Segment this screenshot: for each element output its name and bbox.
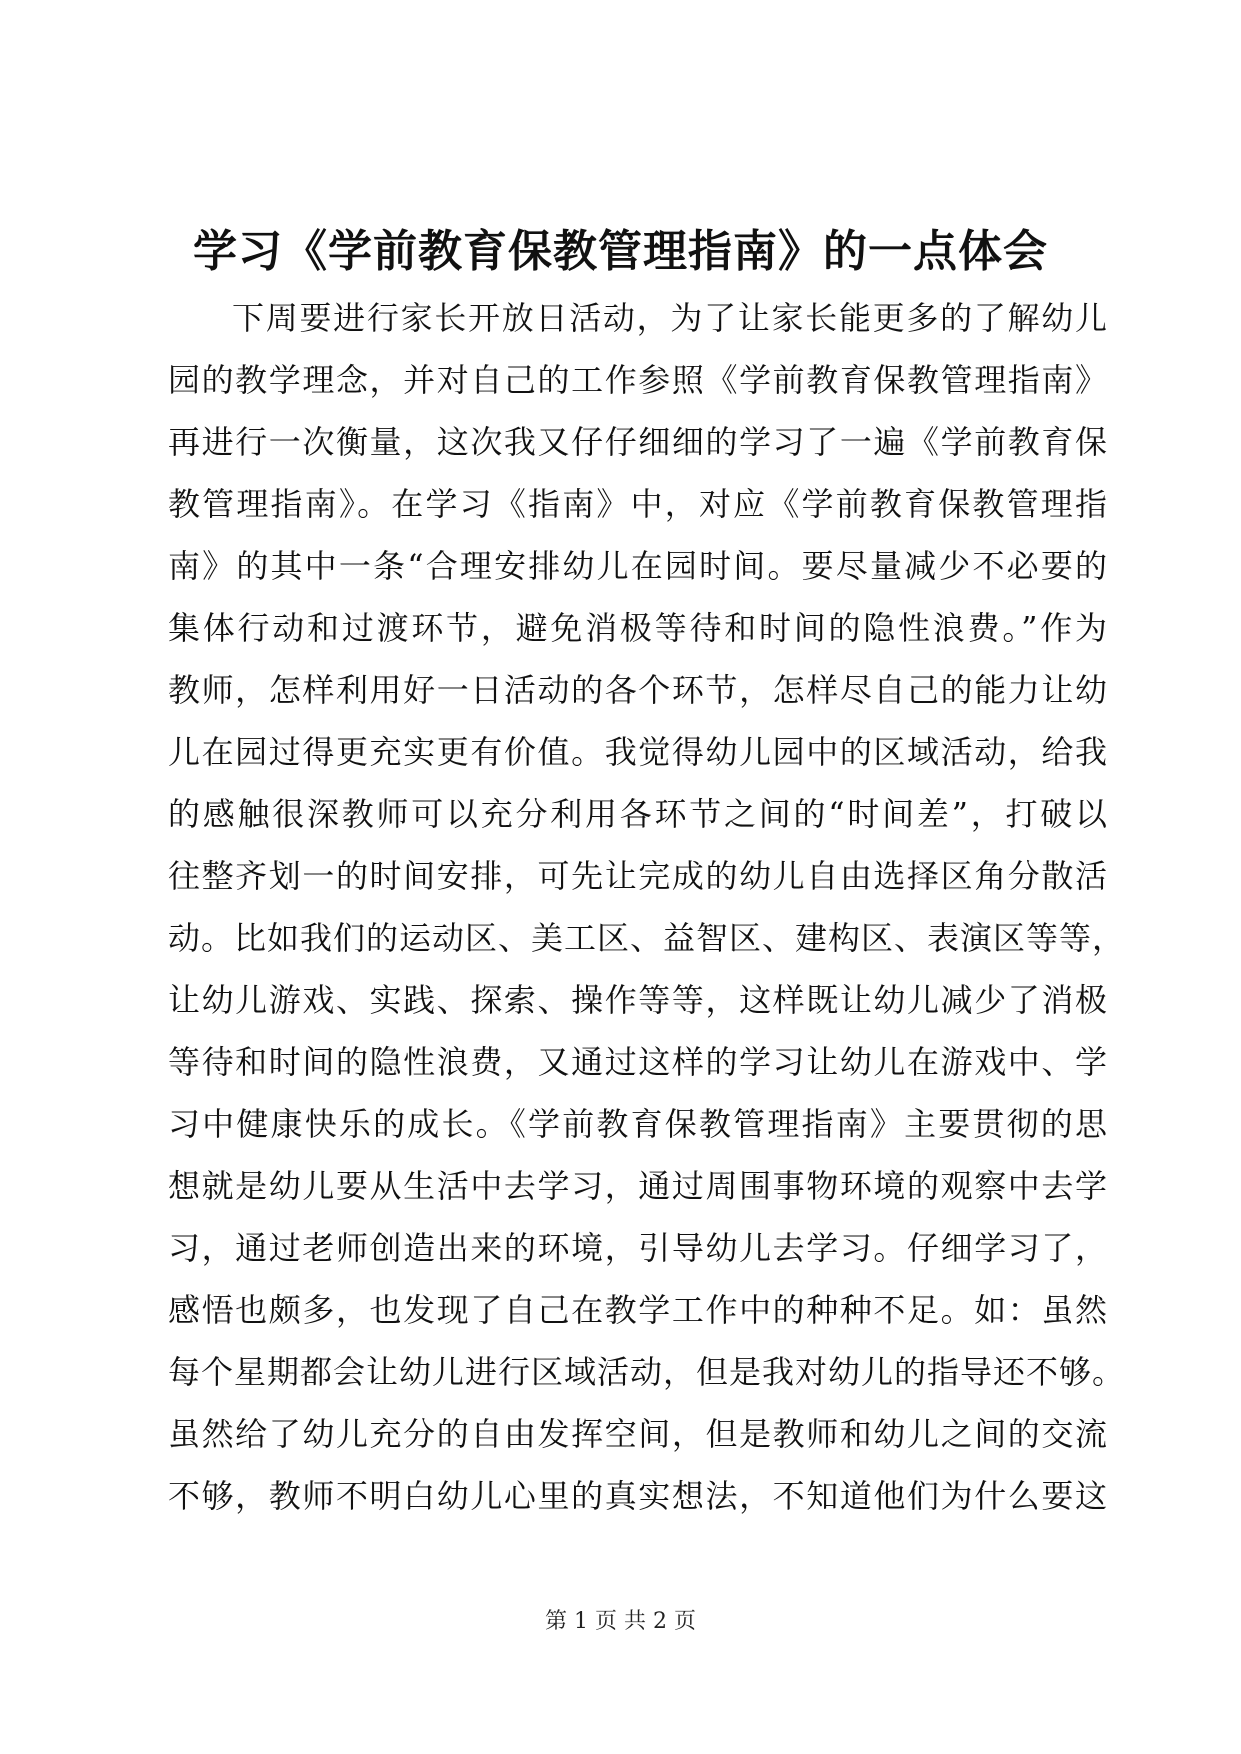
- body-line: 南》的其中一条“合理安排幼儿在园时间。要尽量减少不必要的: [168, 547, 1108, 585]
- page-number-footer: 第 1 页 共 2 页: [545, 1609, 696, 1634]
- body-line: 动。比如我们的运动区、美工区、益智区、建构区、表演区等等，: [168, 919, 1126, 957]
- body-line: 的感触很深教师可以充分利用各环节之间的“时间差”，打破以: [168, 795, 1108, 833]
- body-line: 集体行动和过渡环节，避免消极等待和时间的隐性浪费。”作为: [168, 609, 1108, 647]
- body-line: 等待和时间的隐性浪费，又通过这样的学习让幼儿在游戏中、学: [168, 1043, 1108, 1081]
- body-line: 不够，教师不明白幼儿心里的真实想法，不知道他们为什么要这: [168, 1477, 1108, 1515]
- body-line: 习，通过老师创造出来的环境，引导幼儿去学习。仔细学习了，: [168, 1229, 1108, 1267]
- body-line: 每个星期都会让幼儿进行区域活动，但是我对幼儿的指导还不够。: [168, 1353, 1126, 1391]
- body-line: 再进行一次衡量，这次我又仔仔细细的学习了一遍《学前教育保: [168, 423, 1108, 461]
- body-line: 让幼儿游戏、实践、探索、操作等等，这样既让幼儿减少了消极: [168, 981, 1108, 1019]
- body-line: 习中健康快乐的成长。《学前教育保教管理指南》主要贯彻的思: [168, 1105, 1108, 1143]
- body-line: 教师，怎样利用好一日活动的各个环节，怎样尽自己的能力让幼: [168, 671, 1108, 709]
- body-line: 感悟也颇多，也发现了自己在教学工作中的种种不足。如：虽然: [168, 1291, 1108, 1329]
- document-body: [168, 287, 1126, 1527]
- document-title: 学习《学前教育保教管理指南》的一点体会: [193, 226, 1048, 277]
- body-line: 教管理指南》。在学习《指南》中，对应《学前教育保教管理指: [168, 485, 1108, 523]
- body-line: 虽然给了幼儿充分的自由发挥空间，但是教师和幼儿之间的交流: [168, 1415, 1108, 1453]
- body-line: 园的教学理念，并对自己的工作参照《学前教育保教管理指南》: [168, 361, 1108, 399]
- body-line: 下周要进行家长开放日活动，为了让家长能更多的了解幼儿: [232, 299, 1108, 337]
- body-line: 儿在园过得更充实更有价值。我觉得幼儿园中的区域活动，给我: [168, 733, 1108, 771]
- body-line: 想就是幼儿要从生活中去学习，通过周围事物环境的观察中去学: [168, 1167, 1108, 1205]
- body-line: 往整齐划一的时间安排，可先让完成的幼儿自由选择区角分散活: [168, 857, 1108, 895]
